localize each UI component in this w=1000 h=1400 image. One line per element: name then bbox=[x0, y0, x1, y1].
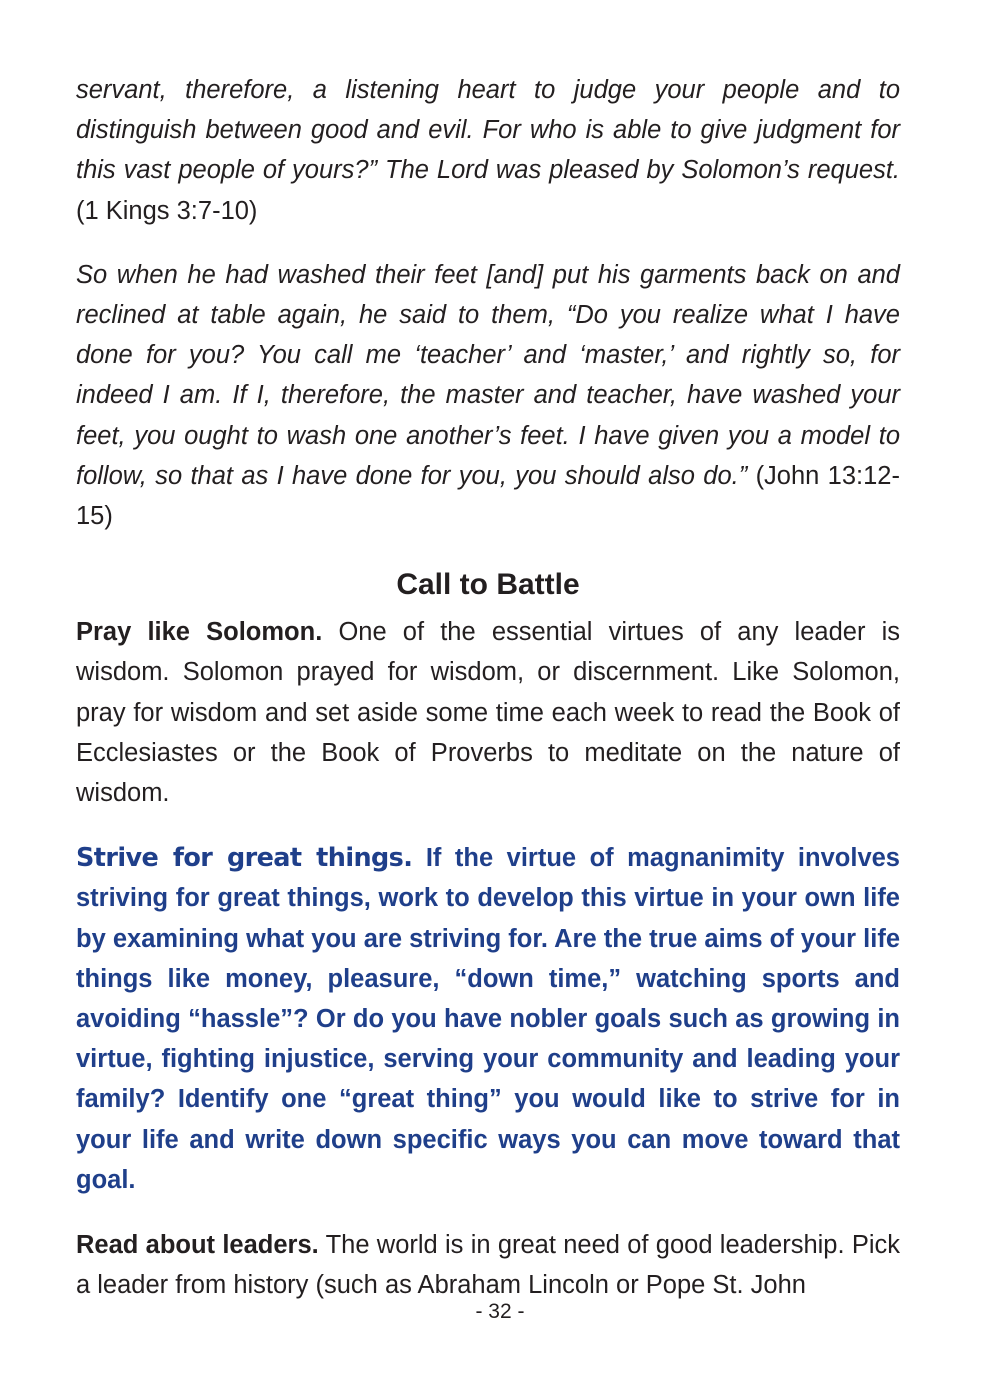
action-item-read bbox=[76, 1225, 900, 1305]
action-item-lead: Strive for great things. bbox=[76, 843, 413, 874]
action-item-body: If the virtue of magnanimity involves striving for great things, work to develop this virtue in your own life by examining what you are striving for. Are the true aims of your life things like money, pleasure, “down time,” watching sports and avoiding “hassle”? Or do you have nobler goals such as growing in virtue, fighting injustice, serving your community and leading your family? Identify one “great thing” you would like to strive for in your life and write down specific ways you can move toward that goal. bbox=[76, 844, 900, 1194]
scripture-quote-john bbox=[76, 255, 900, 536]
quote-text: So when he had washed their feet [and] put his garments back on and reclined at table again, he said to them, “Do you realize what I have done for you? You call me ‘teacher’ and ‘master,’ and rightly so, for indeed I am. If I, therefore, the master and teacher, have washed your feet, you ought to wash one another’s feet. I have given you a model to follow, so that as I have done for you, you should also do.” bbox=[76, 260, 900, 490]
page-content bbox=[76, 70, 900, 1305]
action-item-lead: Pray like Solomon. bbox=[76, 618, 323, 647]
action-item-body: The world is in great need of good leadership. Pick a leader from history (such as Abraham Lincoln or Pope St. John bbox=[76, 1231, 901, 1300]
page-number: - 32 - bbox=[475, 1300, 525, 1323]
action-item-pray bbox=[76, 612, 900, 813]
action-item-body: One of the essential virtues of any leader is wisdom. Solomon prayed for wisdom, or discernment. Like Solomon, pray for wisdom and set aside some time each week to read the Book of Ecclesiastes or the Book of Proverbs to meditate on the nature of wisdom. bbox=[76, 618, 900, 808]
quote-text: servant, therefore, a listening heart to judge your people and to distinguish between good and evil. For who is able to give judgment for this vast people of yours?” The Lord was pleased by Solomon’s request. bbox=[76, 76, 900, 185]
quote-citation: (John 13:12-15) bbox=[76, 461, 900, 531]
scripture-quote-1kings bbox=[76, 70, 900, 231]
action-item-strive bbox=[76, 838, 900, 1200]
quote-citation: (1 Kings 3:7-10) bbox=[76, 196, 258, 225]
action-item-lead: Read about leaders. bbox=[76, 1231, 319, 1260]
section-heading: Call to Battle bbox=[396, 568, 580, 602]
